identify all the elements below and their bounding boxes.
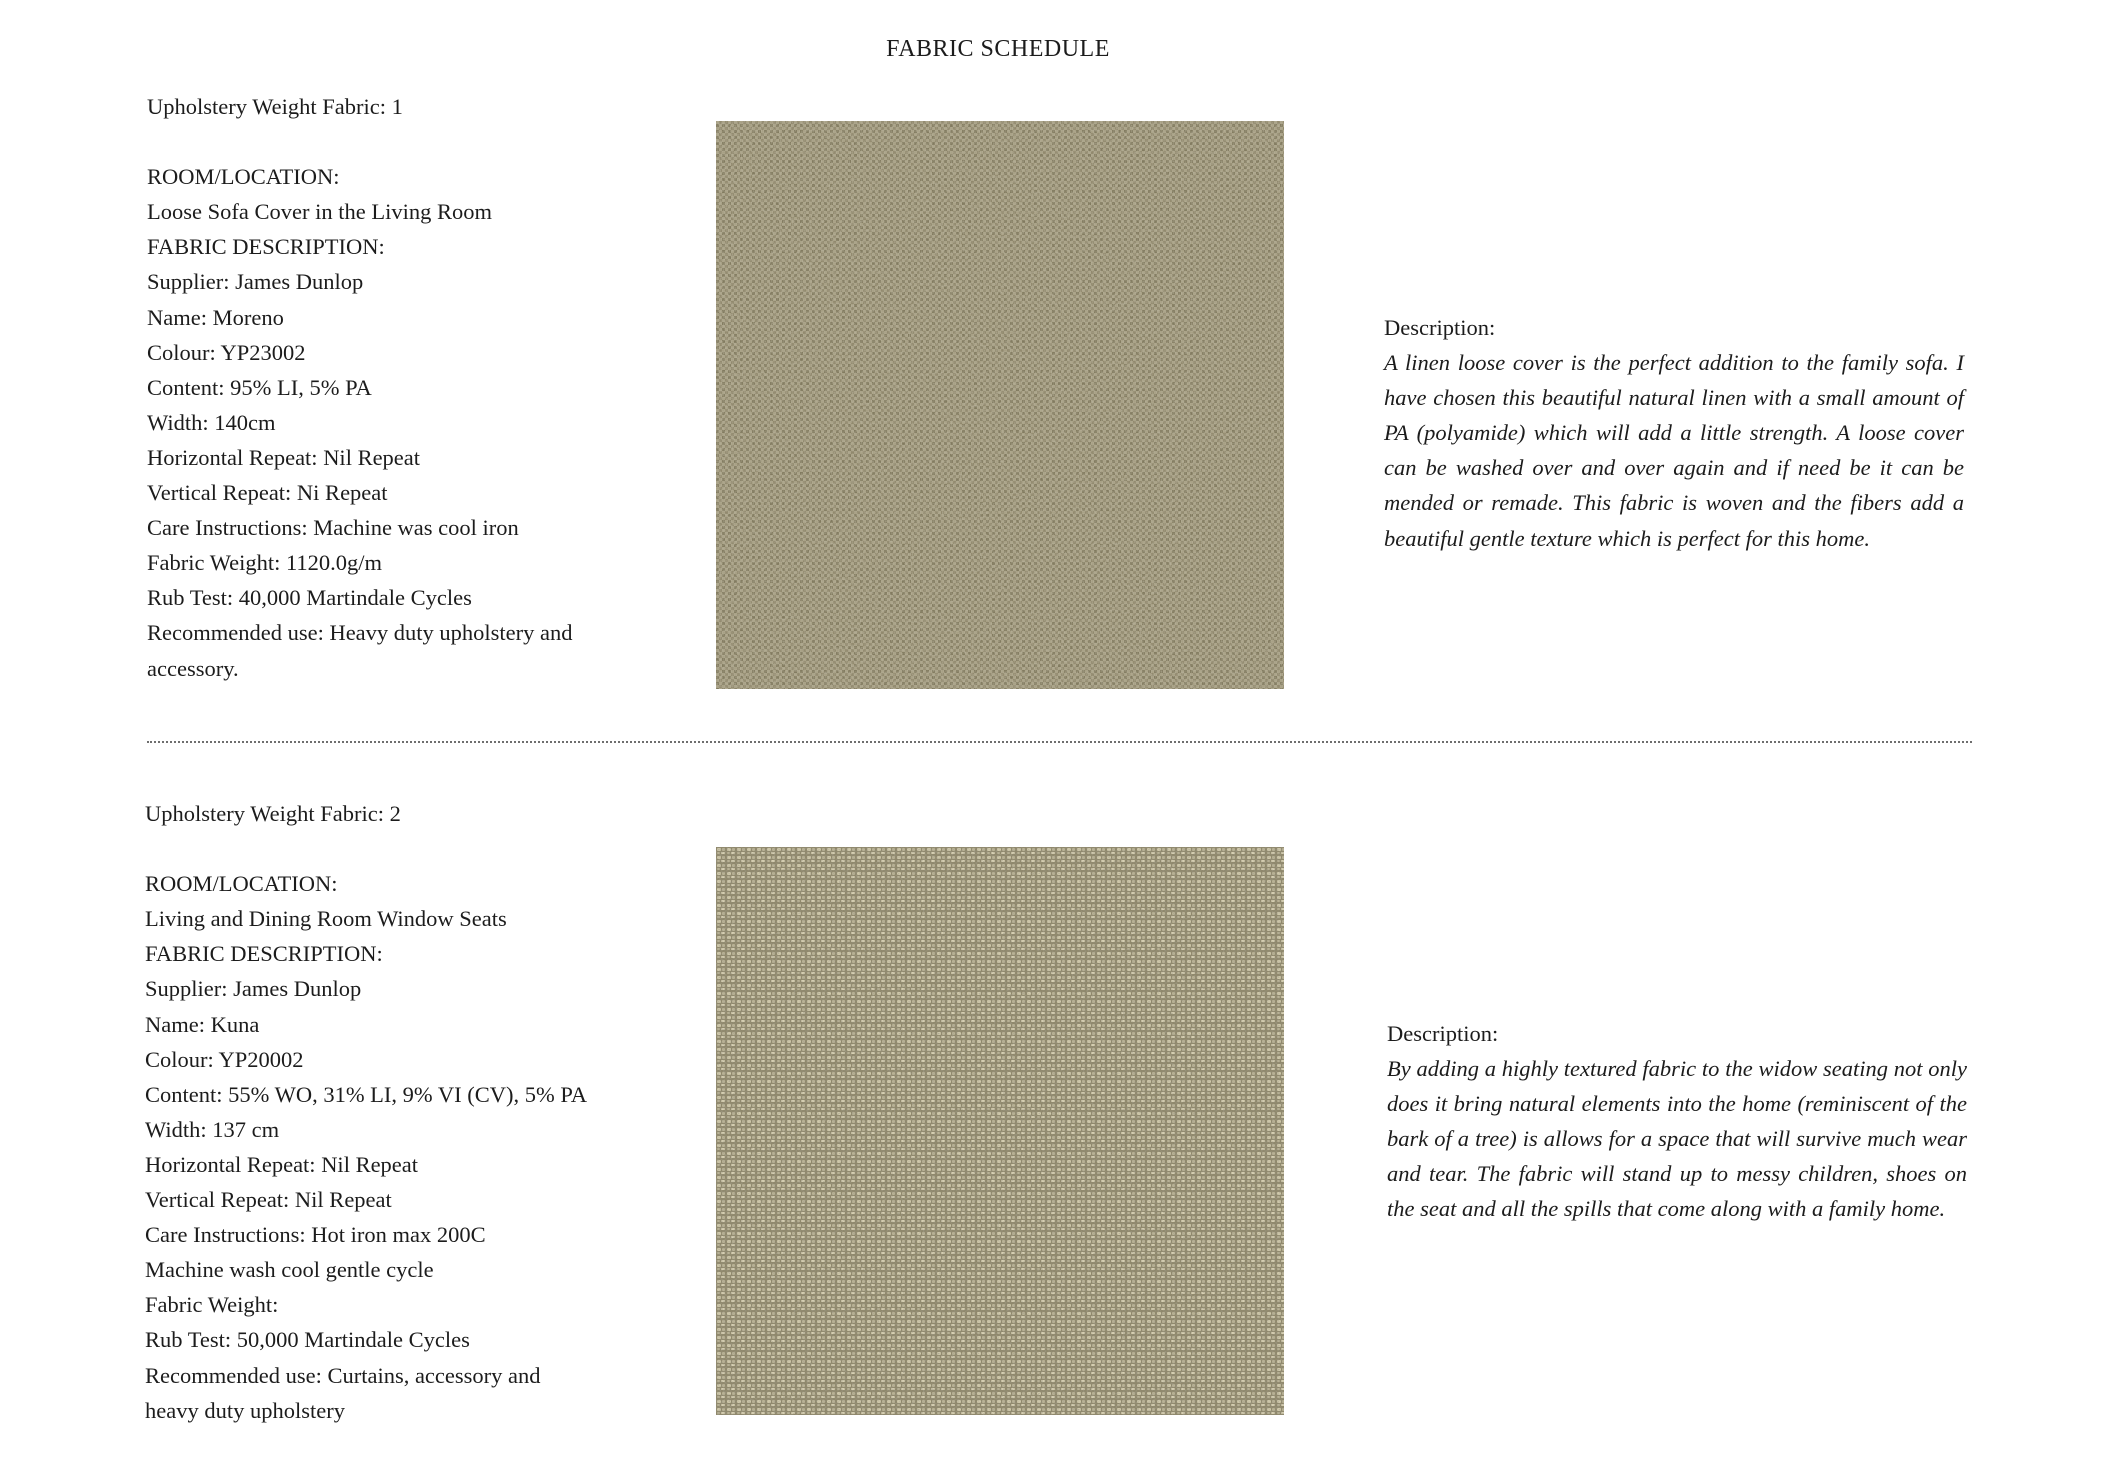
rub-test: Rub Test: 50,000 Martindale Cycles <box>145 1327 470 1353</box>
colour: Colour: YP20002 <box>145 1046 304 1072</box>
fabric-heading: Upholstery Weight Fabric: 1 <box>147 94 403 119</box>
care-instructions: Care Instructions: Machine was cool iron <box>147 515 519 541</box>
horizontal-repeat: Horizontal Repeat: Nil Repeat <box>147 444 421 470</box>
colour: Colour: YP23002 <box>147 339 306 365</box>
supplier: Supplier: James Dunlop <box>145 976 362 1002</box>
supplier: Supplier: James Dunlop <box>147 269 364 295</box>
horizontal-repeat: Horizontal Repeat: Nil Repeat <box>145 1151 419 1177</box>
fabric-description-label: FABRIC DESCRIPTION: <box>145 941 383 967</box>
description-label: Description: <box>1387 1021 1499 1046</box>
fabric-description-label: FABRIC DESCRIPTION: <box>147 234 385 260</box>
room-value: Loose Sofa Cover in the Living Room <box>147 199 492 225</box>
page-title: FABRIC SCHEDULE <box>886 36 1110 62</box>
vertical-repeat: Vertical Repeat: Ni Repeat <box>147 480 388 506</box>
fabric-description-2 <box>1387 1016 1967 1227</box>
room-value: Living and Dining Room Window Seats <box>145 906 507 932</box>
description-text: A linen loose cover is the perfect addition to the family sofa. I have chosen this beautiful natural linen with a small amount of PA (polyamide) which will add a little strength. A loose cover can be washed over and over again and if need be it can be mended or remade. This fabric is woven and the fibers add a beautiful gentle texture which is perfect for this home. <box>1384 350 1964 551</box>
content: Content: 55% WO, 31% LI, 9% VI (CV), 5% PA <box>145 1081 588 1107</box>
fabric-spec-2 <box>145 796 705 1428</box>
width: Width: 140cm <box>147 409 276 435</box>
width: Width: 137 cm <box>145 1116 280 1142</box>
fabric-name: Name: Moreno <box>147 304 284 330</box>
fabric-spec-1 <box>147 89 707 686</box>
rub-test: Rub Test: 40,000 Martindale Cycles <box>147 585 472 611</box>
room-label: ROOM/LOCATION: <box>145 871 338 897</box>
fabric-weight: Fabric Weight: <box>145 1292 279 1318</box>
section-divider <box>147 741 1972 743</box>
fabric-weight: Fabric Weight: 1120.0g/m <box>147 550 383 576</box>
care-instructions: Care Instructions: Hot iron max 200C <box>145 1222 486 1248</box>
fabric-description-1 <box>1384 310 1964 556</box>
fabric-swatch-image-2 <box>716 847 1284 1415</box>
vertical-repeat: Vertical Repeat: Nil Repeat <box>145 1187 392 1213</box>
care-instructions-continued: Machine wash cool gentle cycle <box>145 1257 434 1283</box>
description-label: Description: <box>1384 315 1496 340</box>
room-label: ROOM/LOCATION: <box>147 164 340 190</box>
fabric-swatch-image-1 <box>716 121 1284 689</box>
description-text: By adding a highly textured fabric to the widow seating not only does it bring natural elements into the home (reminiscent of the bark of a tree) is allows for a space that will survive much wear and tear. The fabric will stand up to messy children, shoes on the seat and all the spills that come along with a family home. <box>1387 1056 1967 1222</box>
recommended-use: Recommended use: Heavy duty upholstery and accessory. <box>147 620 573 681</box>
fabric-heading: Upholstery Weight Fabric: 2 <box>145 801 401 826</box>
fabric-name: Name: Kuna <box>145 1011 260 1037</box>
recommended-use: Recommended use: Curtains, accessory and heavy duty upholstery <box>145 1362 541 1423</box>
content: Content: 95% LI, 5% PA <box>147 374 372 400</box>
